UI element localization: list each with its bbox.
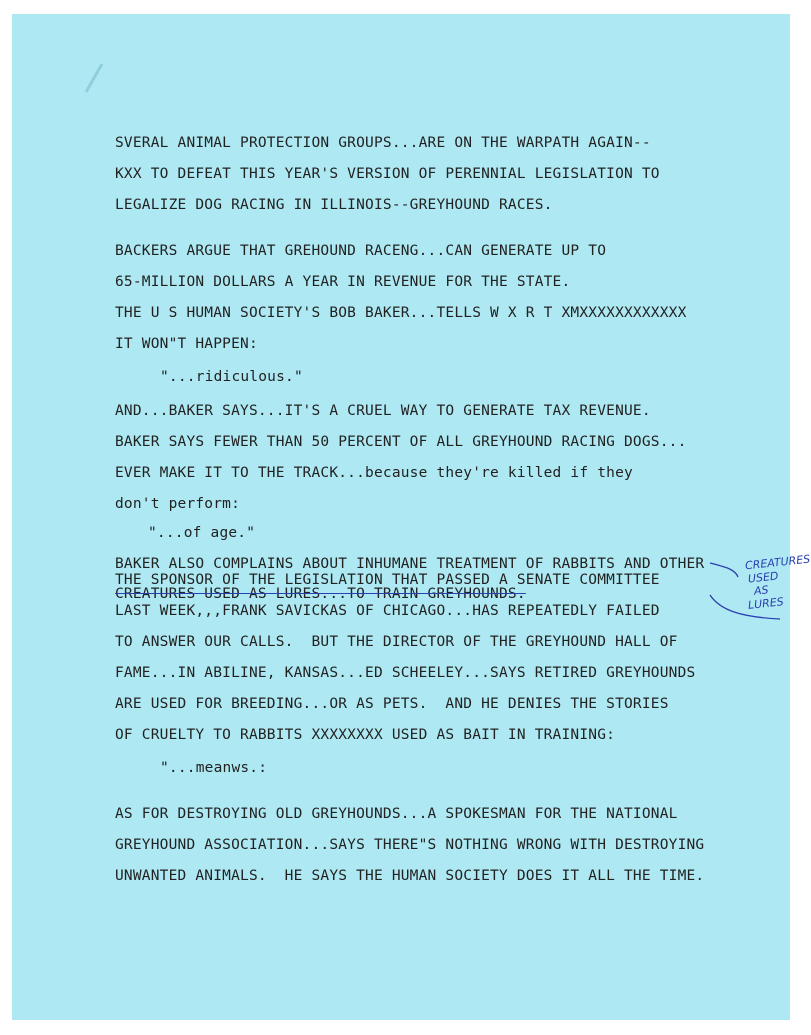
staple-mark [82,58,106,96]
text-line: THE SPONSOR OF THE LEGISLATION THAT PASSED A SENATE COMMITTEE [115,572,660,588]
text-line: AS FOR DESTROYING OLD GREYHOUNDS...A SPOKESMAN FOR THE NATIONAL [115,806,678,822]
text-line: OF CRUELTY TO RABBITS XXXXXXXX USED AS BAIT IN TRAINING: [115,727,616,743]
text-line: EVER MAKE IT TO THE TRACK...because they're killed if they [115,465,633,481]
text-line: 65-MILLION DOLLARS A YEAR IN REVENUE FOR THE STATE. [115,274,571,290]
handwritten-note: LURES [747,595,785,612]
text-line: IT WON"T HAPPEN: [115,336,258,352]
text-line: THE U S HUMAN SOCIETY'S BOB BAKER...TELLS W X R T XMXXXXXXXXXXXX [115,305,687,321]
text-line: SVERAL ANIMAL PROTECTION GROUPS...ARE ON THE WARPATH AGAIN-- [115,135,651,151]
text-line: ARE USED FOR BREEDING...OR AS PETS. AND HE DENIES THE STORIES [115,696,669,712]
quote-line: "...ridiculous." [160,369,303,385]
text-line: UNWANTED ANIMALS. HE SAYS THE HUMAN SOCIETY DOES IT ALL THE TIME. [115,868,705,884]
text-line: FAME...IN ABILINE, KANSAS...ED SCHEELEY...SAYS RETIRED GREYHOUNDS [115,665,696,681]
text-line: LAST WEEK,,,FRANK SAVICKAS OF CHICAGO...HAS REPEATEDLY FAILED [115,603,660,619]
text-line: BAKER ALSO COMPLAINS ABOUT INHUMANE TREATMENT OF RABBITS AND OTHER [115,556,705,572]
text-line: KXX TO DEFEAT THIS YEAR'S VERSION OF PERENNIAL LEGISLATION TO [115,166,660,182]
text-line: LEGALIZE DOG RACING IN ILLINOIS--GREYHOUND RACES. [115,197,553,213]
handwritten-note: USED [747,569,780,586]
struck-text-line: CREATURES USED AS LURES...TO TRAIN GREYHOUNDS. [115,586,526,602]
quote-line: "...of age." [148,525,256,541]
text-line: AND...BAKER SAYS...IT'S A CRUEL WAY TO GENERATE TAX REVENUE. [115,403,651,419]
quote-line: "...meanws.: [160,760,268,776]
handwritten-note: CREATURES [744,552,811,573]
text-line: BAKER SAYS FEWER THAN 50 PERCENT OF ALL GREYHOUND RACING DOGS... [115,434,687,450]
handwritten-note: AS [753,583,770,598]
text-line: BACKERS ARGUE THAT GREHOUND RACENG...CAN GENERATE UP TO [115,243,607,259]
text-line: don't perform: [115,496,241,512]
text-line: TO ANSWER OUR CALLS. BUT THE DIRECTOR OF THE GREYHOUND HALL OF [115,634,678,650]
text-line: GREYHOUND ASSOCIATION...SAYS THERE"S NOTHING WRONG WITH DESTROYING [115,837,705,853]
